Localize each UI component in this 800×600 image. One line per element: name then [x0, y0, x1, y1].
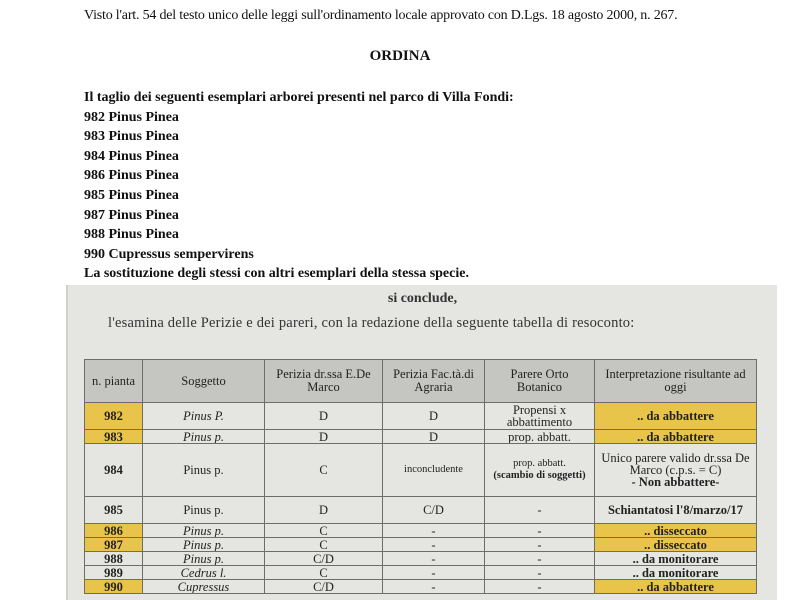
tree-list [84, 88, 514, 284]
cell-agraria: - [383, 580, 485, 594]
cell-demarco: D [265, 430, 383, 444]
table-row [85, 444, 757, 497]
cell-soggetto: Pinus p. [143, 538, 265, 552]
cell-n: 986 [85, 524, 143, 538]
list-item: 984 Pinus Pinea [84, 148, 179, 164]
cell-demarco: C [265, 524, 383, 538]
cell-interp: Schiantatosi l'8/marzo/17 [595, 497, 757, 524]
cell-demarco: C [265, 538, 383, 552]
cell-soggetto: Pinus p. [143, 430, 265, 444]
cell-orto: - [485, 566, 595, 580]
table-row [85, 430, 757, 444]
interp-text: Unico parere valido dr.ssa De Marco (c.p.s. = C) [601, 451, 750, 477]
table-row [85, 403, 757, 430]
cell-agraria: - [383, 552, 485, 566]
table-row [85, 580, 757, 594]
orto-note: (scambio di soggetti) [493, 470, 586, 481]
cell-interp: .. da monitorare [595, 566, 757, 580]
cell-soggetto: Pinus p. [143, 552, 265, 566]
cell-interp: .. da monitorare [595, 552, 757, 566]
summary-table [84, 359, 757, 594]
cell-orto: - [485, 497, 595, 524]
cell-n: 983 [85, 430, 143, 444]
list-item: 982 Pinus Pinea [84, 109, 179, 125]
scan-line-conclude: si conclude, [387, 291, 458, 306]
cell-n: 990 [85, 580, 143, 594]
cell-orto: - [485, 524, 595, 538]
cell-demarco: C [265, 566, 383, 580]
cell-orto: - [485, 552, 595, 566]
ordina-heading: ORDINA [369, 48, 431, 64]
intro-paragraph: Visto l'art. 54 del testo unico delle leggi sull'ordinamento locale approvato con D.Lgs. 18 agosto 2000, n. 267. [84, 8, 678, 23]
list-item: 986 Pinus Pinea [84, 168, 179, 184]
orto-text: prop. abbatt. [513, 458, 566, 469]
table-row [85, 538, 757, 552]
list-item: 987 Pinus Pinea [84, 207, 179, 223]
cell-demarco: D [265, 403, 383, 430]
scanned-table-image [66, 285, 777, 600]
closing-line: La sostituzione degli stessi con altri esemplari della stessa specie. [84, 266, 469, 282]
cell-n: 982 [85, 403, 143, 430]
cell-orto: prop. abbatt. [485, 430, 595, 444]
cell-orto: Propensi x abbattimento [485, 403, 595, 430]
header-soggetto: Soggetto [143, 360, 265, 403]
header-parere-orto: Parere Orto Botanico [485, 360, 595, 403]
cell-n: 985 [85, 497, 143, 524]
cell-agraria: inconcludente [383, 444, 485, 497]
list-item: 985 Pinus Pinea [84, 187, 179, 203]
cell-orto: - [485, 538, 595, 552]
cell-soggetto: Pinus P. [143, 403, 265, 430]
cell-soggetto: Cedrus l. [143, 566, 265, 580]
cell-interp: .. da abbattere [595, 430, 757, 444]
table-header-row [85, 360, 757, 403]
header-interpretazione: Interpretazione risultante ad oggi [595, 360, 757, 403]
cell-agraria: - [383, 524, 485, 538]
list-intro: Il taglio dei seguenti esemplari arborei presenti nel parco di Villa Fondi: [84, 90, 514, 105]
cell-interp: .. da abbattere [595, 403, 757, 430]
list-item: 988 Pinus Pinea [84, 227, 179, 243]
cell-n: 984 [85, 444, 143, 497]
table-row [85, 552, 757, 566]
cell-agraria: C/D [383, 497, 485, 524]
cell-demarco: C [265, 444, 383, 497]
cell-n: 989 [85, 566, 143, 580]
cell-soggetto: Pinus p. [143, 444, 265, 497]
interp-note: - Non abbattere- [631, 475, 720, 489]
cell-agraria: D [383, 403, 485, 430]
list-item: 983 Pinus Pinea [84, 129, 179, 145]
cell-interp [595, 444, 757, 497]
cell-agraria: - [383, 538, 485, 552]
cell-demarco: D [265, 497, 383, 524]
table-row [85, 566, 757, 580]
table-row [85, 497, 757, 524]
cell-n: 988 [85, 552, 143, 566]
cell-demarco: C/D [265, 552, 383, 566]
cell-interp: .. disseccato [595, 538, 757, 552]
cell-soggetto: Pinus p. [143, 497, 265, 524]
header-perizia-agraria: Perizia Fac.tà.di Agraria [383, 360, 485, 403]
list-item: 990 Cupressus sempervirens [84, 246, 254, 262]
cell-soggetto: Cupressus [143, 580, 265, 594]
cell-n: 987 [85, 538, 143, 552]
cell-interp: .. da abbattere [595, 580, 757, 594]
cell-demarco: C/D [265, 580, 383, 594]
cell-interp: .. disseccato [595, 524, 757, 538]
cell-agraria: - [383, 566, 485, 580]
header-perizia-demarco: Perizia dr.ssa E.De Marco [265, 360, 383, 403]
cell-orto [485, 444, 595, 497]
cell-orto: - [485, 580, 595, 594]
scan-line-summary: l'esamina delle Perizie e dei pareri, con la redazione della seguente tabella di resoconto: [108, 315, 635, 331]
header-n-pianta: n. pianta [85, 360, 143, 403]
table-row [85, 524, 757, 538]
cell-agraria: D [383, 430, 485, 444]
cell-soggetto: Pinus p. [143, 524, 265, 538]
